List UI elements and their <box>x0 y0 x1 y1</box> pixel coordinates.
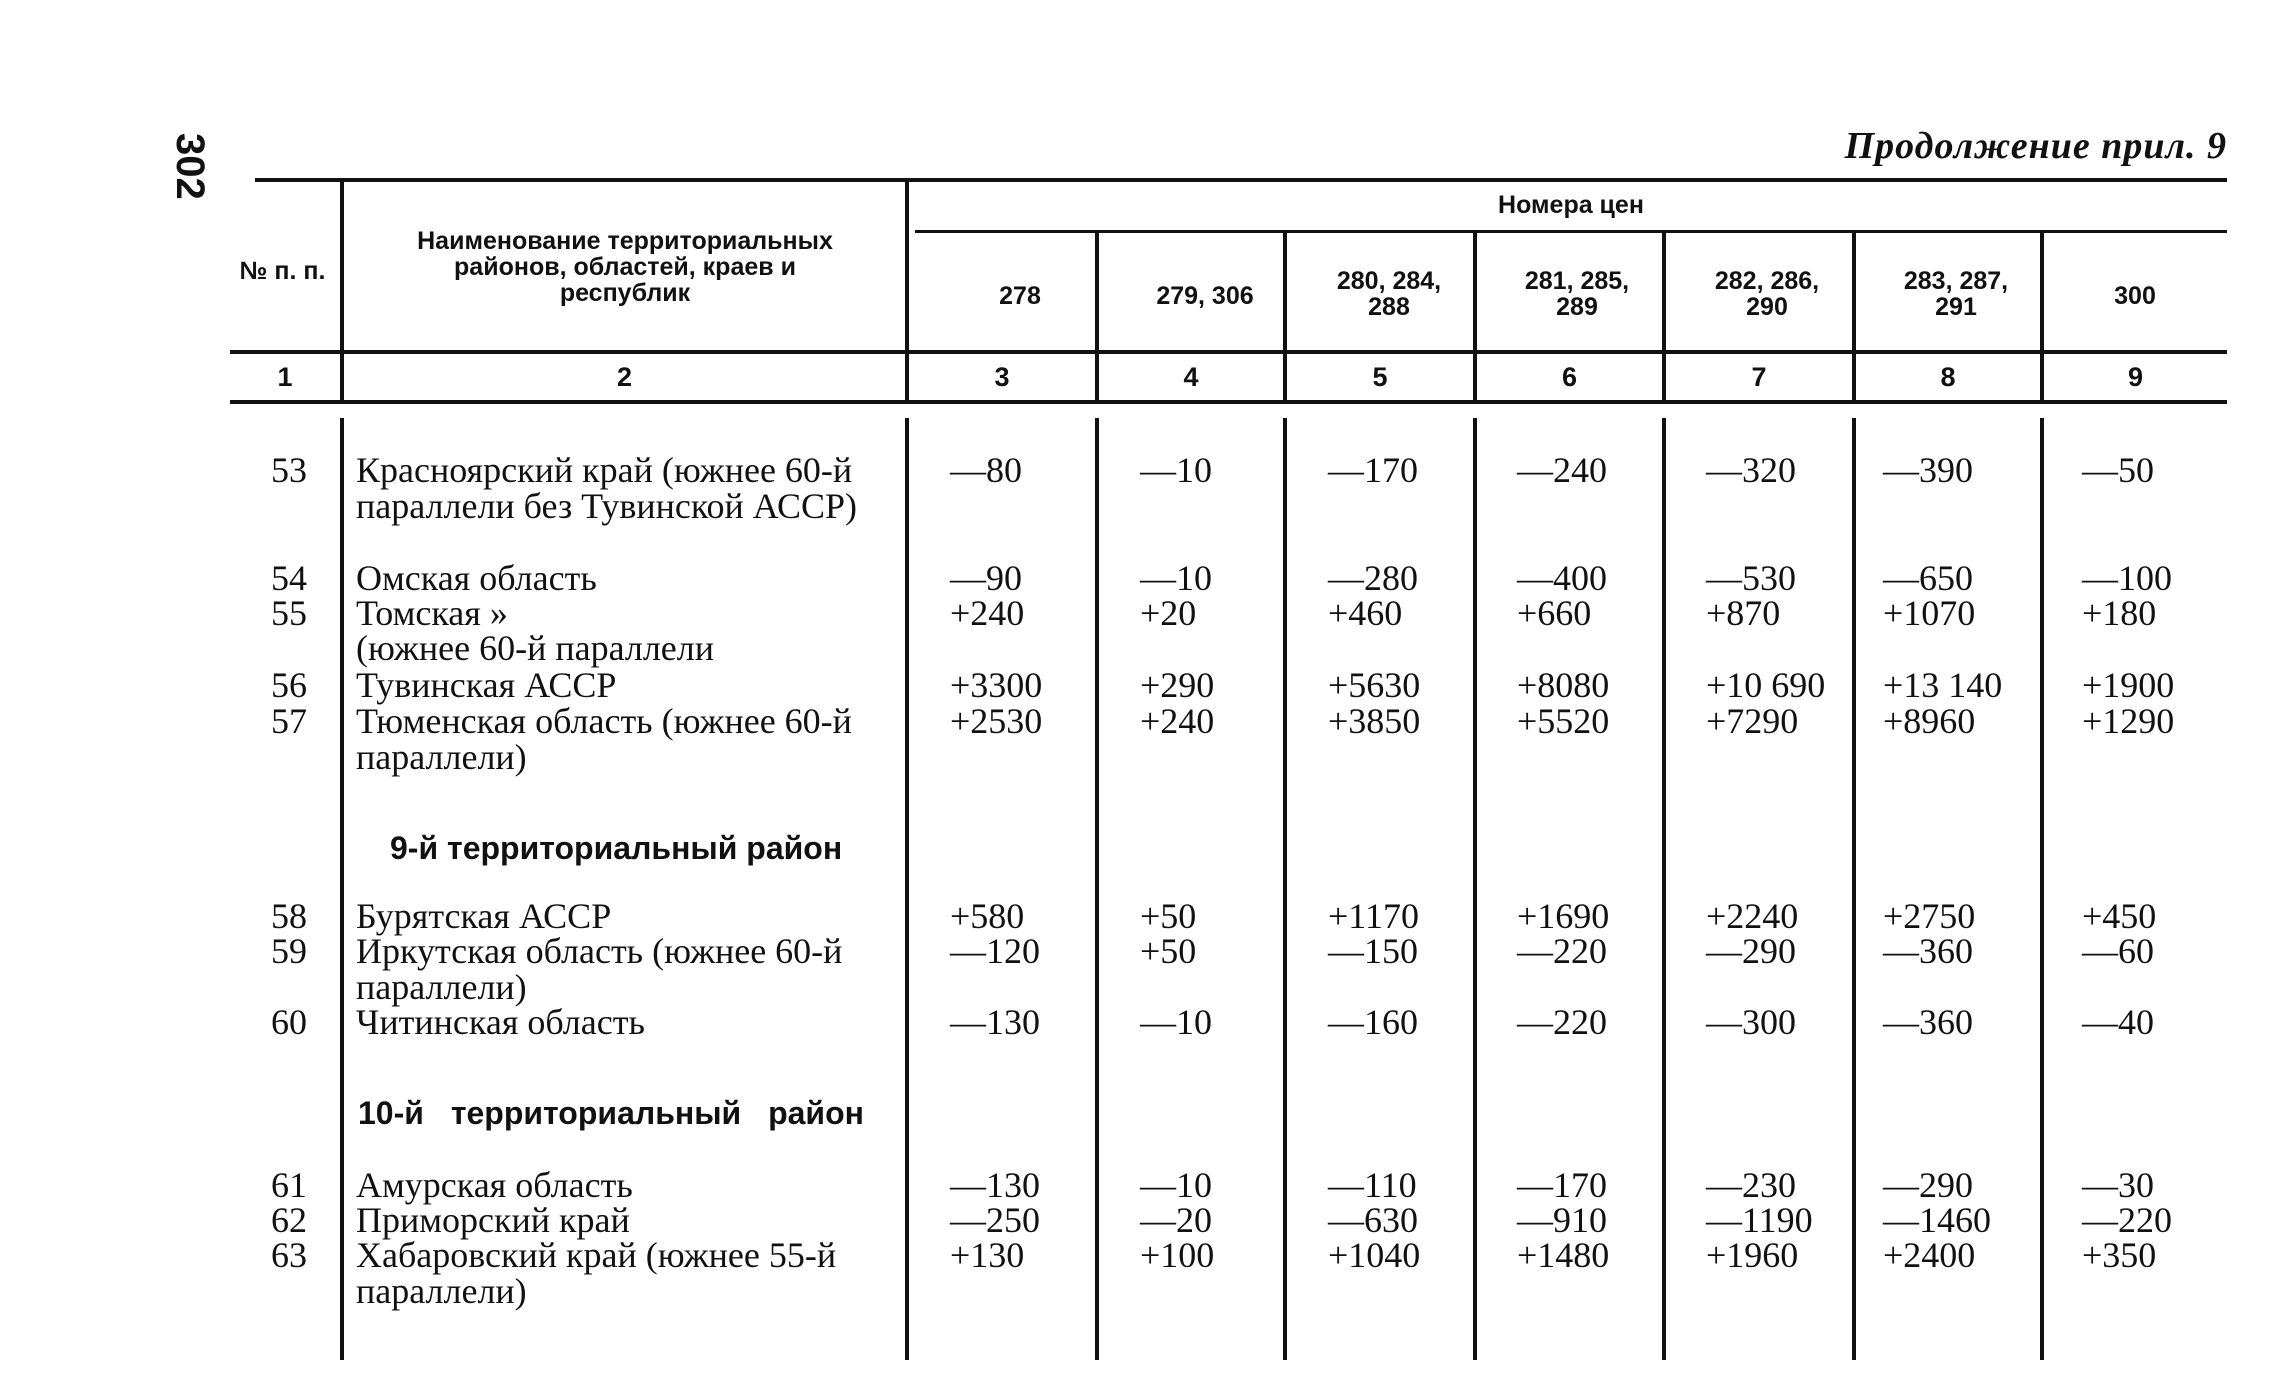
region-name: Читинская область <box>356 1002 645 1042</box>
header-region-name: Наименование территориальных районов, областей, краев и республик <box>417 227 833 307</box>
row-number: 62 <box>271 1200 307 1240</box>
price-value: —630 <box>1328 1200 1418 1240</box>
price-value: +870 <box>1706 593 1781 633</box>
price-value: —390 <box>1883 450 1973 490</box>
price-group-rule <box>915 230 2227 233</box>
colnum-bottom-rule <box>230 400 2227 404</box>
header-price-col-2: 279, 306 <box>1156 282 1254 310</box>
colnum-8: 8 <box>1940 362 1956 392</box>
price-value: +3850 <box>1328 701 1421 741</box>
price-value: —170 <box>1517 1165 1607 1205</box>
colnum-2: 2 <box>616 362 633 392</box>
price-value: +2400 <box>1883 1235 1976 1275</box>
price-value: —240 <box>1517 450 1607 490</box>
price-value: —120 <box>950 931 1040 971</box>
header-price-group: Номера цен <box>1498 191 1644 219</box>
colnum-5: 5 <box>1372 362 1388 392</box>
region-name: Омская область <box>356 558 597 598</box>
price-value: —30 <box>2082 1165 2154 1205</box>
header-bottom-rule <box>230 350 2227 354</box>
price-value: +1170 <box>1328 896 1419 936</box>
colnum-7: 7 <box>1751 362 1767 392</box>
region-name: Хабаровский край (южнее 55-й параллели) <box>356 1235 837 1311</box>
price-value: —160 <box>1328 1002 1418 1042</box>
body-divider-8 <box>2040 418 2044 1360</box>
colnum-9: 9 <box>2127 362 2144 392</box>
region-name: Тюменская область (южнее 60-й параллели) <box>356 701 852 777</box>
region-name: Тувинская АССР <box>356 665 617 705</box>
body-divider-6 <box>1662 418 1666 1360</box>
price-value: +240 <box>1140 701 1215 741</box>
row-number: 53 <box>271 450 307 490</box>
header-price-col-1: 278 <box>999 282 1041 310</box>
price-value: —150 <box>1328 931 1418 971</box>
price-value: +13 140 <box>1883 665 2003 705</box>
price-value: —280 <box>1328 558 1418 598</box>
price-value: +100 <box>1140 1235 1215 1275</box>
price-value: —10 <box>1140 450 1212 490</box>
price-value: —290 <box>1883 1165 1973 1205</box>
price-value: —10 <box>1140 1165 1212 1205</box>
section-title-10: 10-й территориальный район <box>358 1095 864 1131</box>
header-price-col-3: 280, 284, 288 <box>1336 267 1442 321</box>
price-value: —230 <box>1706 1165 1796 1205</box>
price-value: +1690 <box>1517 896 1610 936</box>
price-value: —20 <box>1140 1200 1212 1240</box>
region-name: Томская » <box>356 593 508 633</box>
region-name: Иркутская область (южнее 60-й параллели) <box>356 931 843 1007</box>
page-number: 302 <box>168 133 212 200</box>
price-value: +1070 <box>1883 593 1976 633</box>
row-number: 61 <box>271 1165 307 1205</box>
price-value: —100 <box>2082 558 2172 598</box>
region-name: Амурская область <box>356 1165 633 1205</box>
price-value: +3300 <box>950 665 1043 705</box>
price-value: —60 <box>2082 931 2154 971</box>
header-price-col-6: 283, 287, 291 <box>1903 267 2009 321</box>
price-value: —290 <box>1706 931 1796 971</box>
price-value: +1040 <box>1328 1235 1421 1275</box>
price-value: +20 <box>1140 593 1197 633</box>
price-value: —910 <box>1517 1200 1607 1240</box>
price-value: +1960 <box>1706 1235 1799 1275</box>
price-value: +660 <box>1517 593 1592 633</box>
price-value: +8080 <box>1517 665 1610 705</box>
region-name: Бурятская АССР <box>356 896 612 936</box>
price-value: —50 <box>2082 450 2154 490</box>
price-value: +290 <box>1140 665 1215 705</box>
region-name: Красноярский край (южнее 60-й параллели без Тувинской АССР) <box>356 450 858 526</box>
header-price-col-4: 281, 285, 289 <box>1524 267 1630 321</box>
body-divider-7 <box>1852 418 1856 1360</box>
price-value: +50 <box>1140 896 1197 936</box>
price-value: +8960 <box>1883 701 1976 741</box>
body-divider-3 <box>1095 418 1099 1360</box>
price-value: —110 <box>1328 1165 1417 1205</box>
price-value: +50 <box>1140 931 1197 971</box>
body-divider-5 <box>1473 418 1477 1360</box>
price-value: +580 <box>950 896 1025 936</box>
body-divider-4 <box>1283 418 1287 1360</box>
price-value: —130 <box>950 1165 1040 1205</box>
price-value: +2530 <box>950 701 1043 741</box>
price-value: —650 <box>1883 558 1973 598</box>
row-number: 55 <box>271 593 307 633</box>
price-value: —1460 <box>1883 1200 1991 1240</box>
price-value: —10 <box>1140 558 1212 598</box>
price-value: —400 <box>1517 558 1607 598</box>
top-rule <box>255 178 2227 182</box>
table-caption: Продолжение прил. 9 <box>1844 125 2227 167</box>
section-title-9: 9-й территориальный район <box>390 830 843 866</box>
price-value: +5520 <box>1517 701 1610 741</box>
price-value: +2240 <box>1706 896 1799 936</box>
price-value: —360 <box>1883 931 1973 971</box>
price-value: —220 <box>2082 1200 2172 1240</box>
price-value: —130 <box>950 1002 1040 1042</box>
price-value: —40 <box>2082 1002 2154 1042</box>
row-number: 58 <box>271 896 307 936</box>
row-number: 63 <box>271 1235 307 1275</box>
colnum-4: 4 <box>1183 362 1199 392</box>
price-value: —170 <box>1328 450 1418 490</box>
price-value: +2750 <box>1883 896 1976 936</box>
price-value: —320 <box>1706 450 1796 490</box>
price-value: +130 <box>950 1235 1025 1275</box>
row-number: 59 <box>271 931 307 971</box>
price-value: +1290 <box>2082 701 2175 741</box>
price-value: +1900 <box>2082 665 2175 705</box>
row-number: 56 <box>271 665 307 705</box>
row-number: 54 <box>271 558 307 598</box>
price-value: —220 <box>1517 931 1607 971</box>
colnum-1: 1 <box>277 362 293 392</box>
price-value: +7290 <box>1706 701 1799 741</box>
price-value: —250 <box>950 1200 1040 1240</box>
body-divider-1 <box>340 418 344 1360</box>
row-number: 60 <box>271 1002 307 1042</box>
price-value: +5630 <box>1328 665 1421 705</box>
header-price-col-5: 282, 286, 290 <box>1714 267 1820 321</box>
price-value: —360 <box>1883 1002 1973 1042</box>
header-row-number: № п. п. <box>239 257 326 285</box>
price-value: +460 <box>1328 593 1403 633</box>
price-value: +1480 <box>1517 1235 1610 1275</box>
price-value: +240 <box>950 593 1025 633</box>
price-value: —90 <box>950 558 1022 598</box>
colnum-6: 6 <box>1561 362 1578 392</box>
row-number: 57 <box>271 701 307 741</box>
price-value: —220 <box>1517 1002 1607 1042</box>
price-value: +180 <box>2082 593 2157 633</box>
colnum-3: 3 <box>994 362 1010 392</box>
body-divider-2 <box>905 418 909 1360</box>
price-value: +350 <box>2082 1235 2157 1275</box>
price-value: +450 <box>2082 896 2157 936</box>
price-value: —300 <box>1706 1002 1796 1042</box>
price-value: —10 <box>1140 1002 1212 1042</box>
price-value: +10 690 <box>1706 665 1826 705</box>
price-value: —80 <box>950 450 1022 490</box>
price-value: —1190 <box>1706 1200 1813 1240</box>
header-price-col-7: 300 <box>2114 282 2156 310</box>
price-value: —530 <box>1706 558 1796 598</box>
region-name: Приморский край <box>356 1200 630 1240</box>
region-name: (южнее 60-й параллели <box>356 628 715 668</box>
